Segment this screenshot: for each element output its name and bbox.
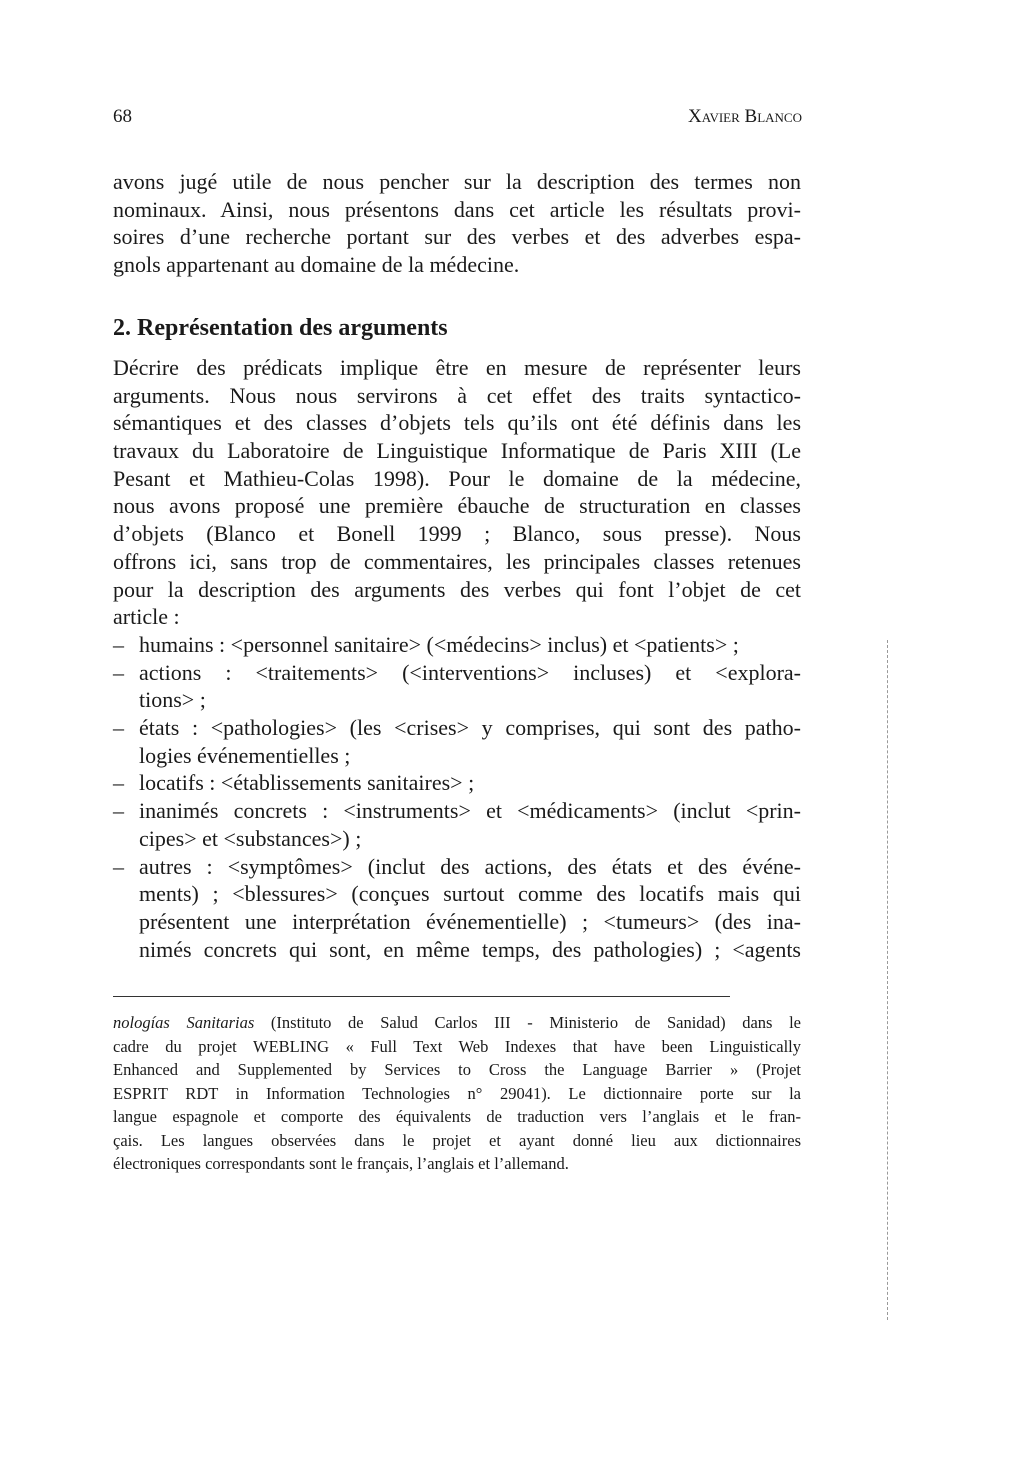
text-line: Pesant et Mathieu-Colas 1998). Pour le domaine de la médecine,: [113, 465, 801, 491]
footnote-text: (Instituto de Salud Carlos III - Ministerio de Sanidad) dans le: [254, 1013, 801, 1032]
list-item-text: actions : <traitements> (<interventions> incluses) et <explora-: [139, 659, 801, 685]
list-item-text: logies événementielles ;: [139, 742, 351, 768]
section-heading: 2. Représentation des arguments: [113, 315, 448, 341]
list-dash: –: [113, 632, 124, 657]
list-item-text: présentent une interprétation événementielle) ; <tumeurs> (des ina-: [139, 908, 801, 934]
text-line: nous avons proposé une première ébauche de structuration en classes: [113, 493, 801, 519]
text-line: d’objets (Blanco et Bonell 1999 ; Blanco, sous presse). Nous: [113, 521, 801, 547]
footnote-line: électroniques correspondants sont le français, l’anglais et l’allemand.: [113, 1154, 569, 1173]
list-item-line: [113, 936, 801, 964]
footnote: [113, 1011, 801, 1176]
list-item: [113, 659, 801, 714]
footnote-line: çais. Les langues observées dans le projet et ayant donné lieu aux dictionnaires: [113, 1130, 801, 1150]
list-item: [113, 769, 801, 797]
text-line: offrons ici, sans trop de commentaires, les principales classes retenues: [113, 548, 801, 574]
footnote-line: cadre du projet WEBLING « Full Text Web Indexes that have been Linguistically: [113, 1036, 801, 1056]
list-item-line: [113, 659, 801, 687]
list-dash: –: [113, 853, 124, 879]
list-item-line: [113, 631, 801, 659]
list-item-text: autres : <symptômes> (inclut des actions, des états et des événe-: [139, 853, 801, 879]
text-line: gnols appartenant au domaine de la médecine.: [113, 252, 520, 278]
argument-class-list: [113, 631, 801, 963]
list-item-line: [113, 797, 801, 825]
list-item-line: [113, 908, 801, 936]
text-line: soires d’une recherche portant sur des verbes et des adverbes espa-: [113, 224, 801, 250]
text-line: nominaux. Ainsi, nous présentons dans cet article les résultats provi-: [113, 196, 801, 222]
list-item-text: ments) ; <blessures> (conçues surtout comme des locatifs mais qui: [139, 881, 801, 907]
list-item-line: [113, 714, 801, 742]
scan-margin-artifact: [887, 640, 888, 1320]
list-item-text: tions> ;: [139, 687, 206, 713]
list-item: [113, 714, 801, 769]
list-item-line: [113, 769, 801, 797]
list-item-text: inanimés concrets : <instruments> et <médicaments> (inclut <prin-: [139, 798, 801, 824]
list-dash: –: [113, 659, 124, 685]
list-item-line: [113, 742, 801, 770]
footnote-line: ESPRIT RDT in Information Technologies n° 29041). Le dictionnaire porte sur la: [113, 1083, 801, 1103]
footnote-line: Enhanced and Supplemented by Services to Cross the Language Barrier » (Projet: [113, 1060, 801, 1079]
body-paragraph: [113, 354, 801, 631]
text-line: travaux du Laboratoire de Linguistique Informatique de Paris XIII (Le: [113, 438, 801, 464]
list-item: [113, 631, 801, 659]
page-number: 68: [113, 106, 132, 127]
footnote-line: [113, 1011, 801, 1035]
list-item: [113, 797, 801, 852]
list-item-line: [113, 880, 801, 908]
footnote-italic-lead: nologías Sanitarias: [113, 1013, 255, 1032]
list-item-text: humains : <personnel sanitaire> (<médecins> inclus) et <patients> ;: [139, 632, 739, 657]
list-item-text: états : <pathologies> (les <crises> y comprises, qui sont des patho-: [139, 715, 801, 741]
list-item: [113, 853, 801, 964]
list-dash: –: [113, 770, 124, 796]
list-item-line: [113, 686, 801, 714]
list-item-line: [113, 853, 801, 881]
running-head: Xavier Blanco: [688, 106, 802, 127]
text-line: arguments. Nous nous servirons à cet effet des traits syntactico-: [113, 382, 801, 408]
list-item-text: cipes> et <substances>) ;: [139, 825, 362, 851]
list-item-line: [113, 825, 801, 853]
footnote-rule: [113, 996, 730, 997]
text-line: sémantiques et des classes d’objets tels qu’ils ont été définis dans les: [113, 410, 801, 436]
footnote-line: langue espagnole et comporte des équivalents de traduction vers l’anglais et le fran-: [113, 1107, 801, 1126]
text-line: avons jugé utile de nous pencher sur la description des termes non: [113, 169, 801, 194]
intro-paragraph: [113, 168, 801, 279]
list-dash: –: [113, 715, 124, 741]
list-dash: –: [113, 798, 124, 824]
list-item-text: locatifs : <établissements sanitaires> ;: [139, 770, 475, 796]
list-item-text: nimés concrets qui sont, en même temps, des pathologies) ; <agents: [139, 936, 801, 962]
text-line: article :: [113, 604, 180, 630]
text-line: pour la description des arguments des verbes qui font l’objet de cet: [113, 576, 801, 602]
text-line: Décrire des prédicats implique être en mesure de représenter leurs: [113, 355, 801, 380]
